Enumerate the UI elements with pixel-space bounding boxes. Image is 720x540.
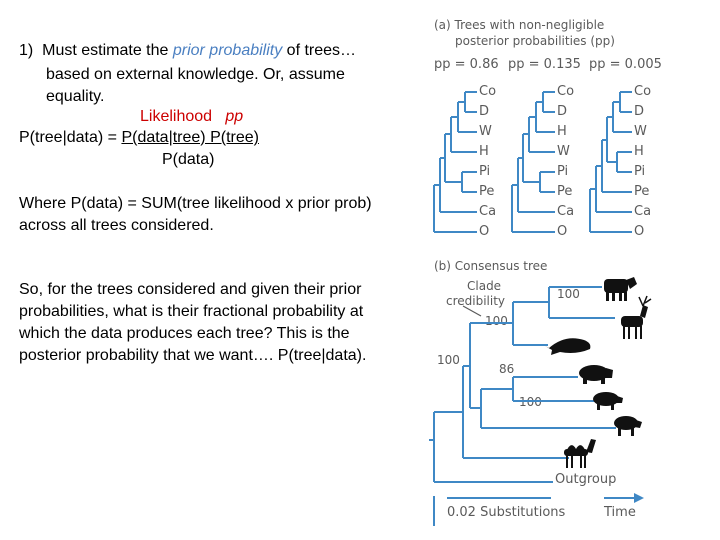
- point-1-text-a: Must estimate the: [42, 42, 173, 59]
- so-line-3: which the data produces each tree? This is the: [19, 325, 350, 342]
- tree-1-leaf: Co: [479, 84, 497, 99]
- tree-3-leaf: Pi: [634, 164, 646, 179]
- point-1-line-2: based on external knowledge. Or, assume: [46, 66, 345, 83]
- tree-3-leaf: Co: [634, 84, 652, 99]
- formula-numerator: P(data|tree) P(tree): [121, 129, 259, 146]
- time-label: Time: [604, 505, 636, 520]
- tree-1-leaf: O: [479, 224, 490, 239]
- point-1-line-3: equality.: [46, 88, 105, 105]
- time-arrow: [604, 493, 644, 503]
- hippo-icon: [579, 365, 613, 384]
- support-value: 86: [499, 362, 515, 376]
- support-value: 100: [485, 314, 508, 328]
- tree-2-leaf: Ca: [557, 204, 575, 219]
- peccary-icon: [614, 416, 642, 436]
- animal-silhouettes: [545, 277, 651, 468]
- so-line-4: posterior probability that we want…. P(tree|data).: [19, 347, 367, 364]
- point-number: 1): [19, 42, 34, 59]
- panel-b-title: (b) Consensus tree: [434, 259, 548, 273]
- panel-a-title-1: (a) Trees with non-negligible: [434, 18, 605, 32]
- pig-icon: [593, 392, 623, 410]
- panel-a-title-2: posterior probabilities (pp): [455, 34, 615, 48]
- likelihood-label: Likelihood: [140, 108, 213, 125]
- scale-label: 0.02 Substitutions: [447, 505, 566, 520]
- cow-icon: [604, 277, 637, 301]
- clade-pointer: [463, 306, 481, 316]
- clade-label-2: credibility: [446, 294, 506, 308]
- so-line-1: So, for the trees considered and given their prior: [19, 281, 362, 298]
- tree-2-leaf: H: [557, 124, 567, 139]
- pp-label: pp: [225, 108, 244, 125]
- whale-icon: [545, 338, 590, 355]
- tree-2-leaf: O: [557, 224, 568, 239]
- tree-3-pp: pp = 0.005: [589, 57, 662, 72]
- tree-3-leaf: H: [634, 144, 644, 159]
- deer-icon: [621, 296, 651, 339]
- support-value: 100: [519, 395, 542, 409]
- where-line-1: Where P(data) = SUM(tree likelihood x prior prob): [19, 195, 372, 212]
- tree-2-leaf: Pi: [557, 164, 569, 179]
- tree-2-leaf: W: [557, 144, 570, 159]
- support-value: 100: [557, 287, 580, 301]
- tree-2-leaf: Co: [557, 84, 575, 99]
- tree-2-branches: [512, 92, 555, 232]
- scale-bar: [434, 496, 551, 526]
- tree-2-leaf: D: [557, 104, 568, 119]
- tree-1-leaf: Pi: [479, 164, 491, 179]
- tree-1-leaf: Ca: [479, 204, 497, 219]
- tree-3-branches: [590, 92, 632, 232]
- tree-2-pp: pp = 0.135: [508, 57, 581, 72]
- tree-3-leaf: Ca: [634, 204, 652, 219]
- tree-2-leaf: Pe: [557, 184, 573, 199]
- tree-1-leaf: H: [479, 144, 489, 159]
- where-line-2: across all trees considered.: [19, 217, 214, 234]
- prior-probability-term: prior probability: [172, 42, 283, 59]
- tree-1-pp: pp = 0.86: [434, 57, 499, 72]
- tree-3-leaf: D: [634, 104, 645, 119]
- tree-3-leaf: W: [634, 124, 647, 139]
- tree-3-leaf: Pe: [634, 184, 650, 199]
- outgroup-label: Outgroup: [555, 472, 617, 487]
- tree-1-leaf: W: [479, 124, 492, 139]
- support-value: 100: [437, 353, 460, 367]
- tree-1-branches: [434, 92, 477, 232]
- point-1-text-b: of trees…: [282, 42, 357, 59]
- formula-denominator: P(data): [162, 151, 215, 168]
- tree-1-leaf: Pe: [479, 184, 495, 199]
- so-line-2: probabilities, what is their fractional probability at: [19, 303, 364, 320]
- camel-icon: [564, 439, 596, 468]
- formula-lhs: P(tree|data) =: [19, 129, 122, 146]
- tree-1-leaf: D: [479, 104, 490, 119]
- clade-label-1: Clade: [467, 279, 502, 293]
- tree-3-leaf: O: [634, 224, 645, 239]
